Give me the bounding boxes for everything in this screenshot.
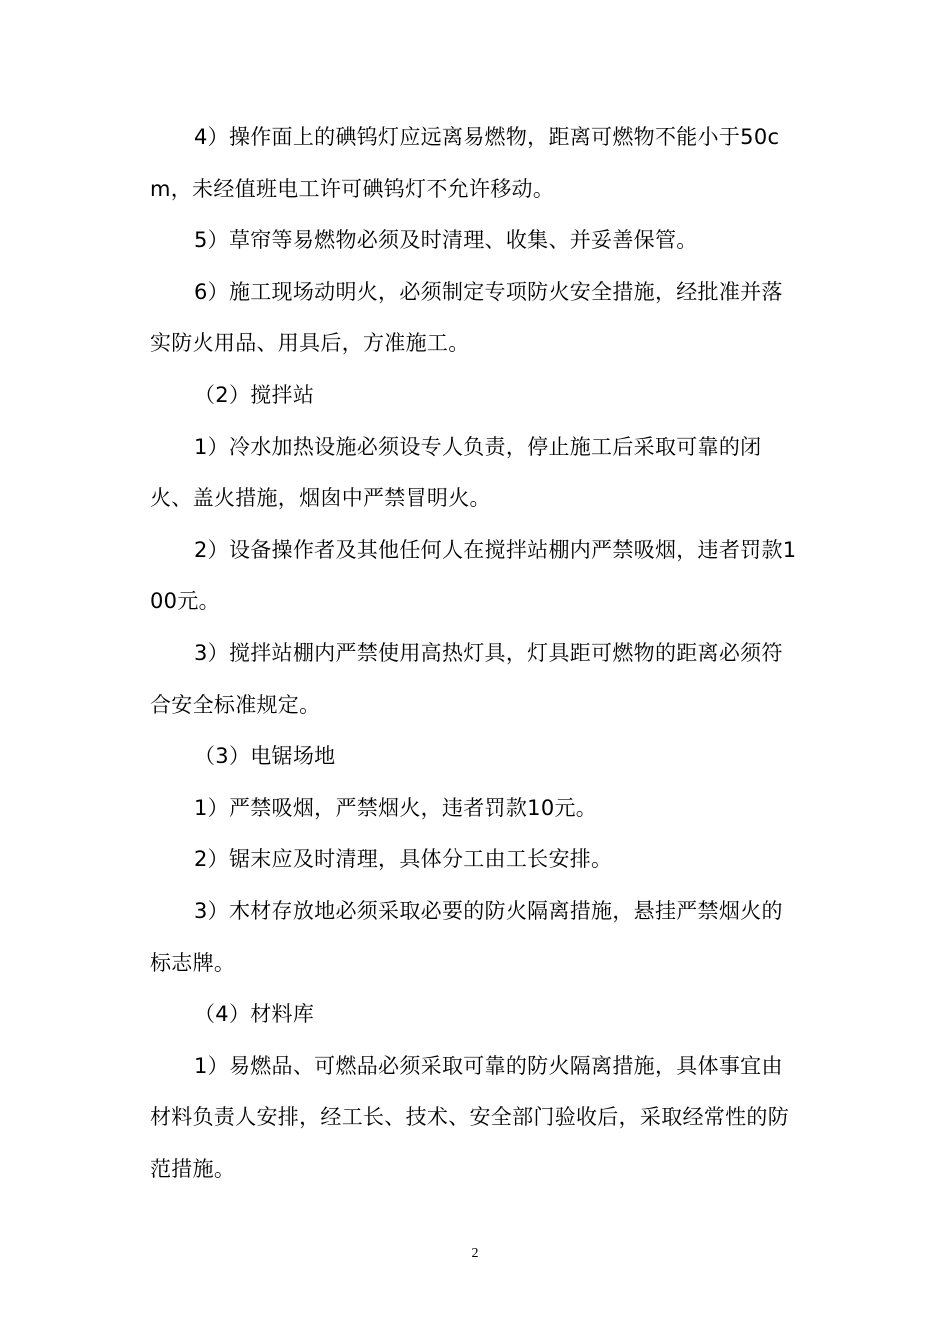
paragraph-item-5-straw-curtain: 5）草帘等易燃物必须及时清理、收集、并妥善保管。 bbox=[194, 228, 698, 253]
paragraph-mixing-item-1: 1）冷水加热设施必须设专人负责，停止施工后采取可靠的闭火、盖火措施，烟囱中严禁冒明火。 bbox=[150, 434, 762, 511]
paragraph-mixing-item-2: 2）设备操作者及其他任何人在搅拌站棚内严禁吸烟，违者罚款100元。 bbox=[150, 537, 797, 614]
paragraph-saw-item-3: 3）木材存放地必须采取必要的防火隔离措施，悬挂严禁烟火的标志牌。 bbox=[150, 898, 783, 975]
paragraph-item-4-lamp: 4）操作面上的碘钨灯应远离易燃物，距离可燃物不能小于50cm，未经值班电工许可碘钨灯不允许移动。 bbox=[150, 125, 780, 201]
section-heading-material-storage: （4）材料库 bbox=[194, 1002, 315, 1027]
paragraph-saw-item-2: 2）锯末应及时清理，具体分工由工长安排。 bbox=[194, 847, 613, 872]
body-text bbox=[150, 112, 802, 1195]
paragraph-mixing-item-3: 3）搅拌站棚内严禁使用高热灯具，灯具距可燃物的距离必须符合安全标准规定。 bbox=[150, 640, 783, 717]
paragraph-item-6-open-fire: 6）施工现场动明火，必须制定专项防火安全措施，经批准并落实防火用品、用具后，方准施工。 bbox=[150, 279, 783, 356]
page-number: 2 bbox=[471, 1246, 479, 1261]
section-heading-saw-site: （3）电锯场地 bbox=[194, 744, 336, 769]
section-heading-mixing-station: （2）搅拌站 bbox=[194, 382, 315, 407]
paragraph-saw-item-1: 1）严禁吸烟，严禁烟火，违者罚款10元。 bbox=[194, 795, 598, 820]
paragraph-storage-item-1: 1）易燃品、可燃品必须采取可靠的防火隔离措施，具体事宜由材料负责人安排，经工长、技术、安全部门验收后，采取经常性的防范措施。 bbox=[150, 1053, 789, 1181]
